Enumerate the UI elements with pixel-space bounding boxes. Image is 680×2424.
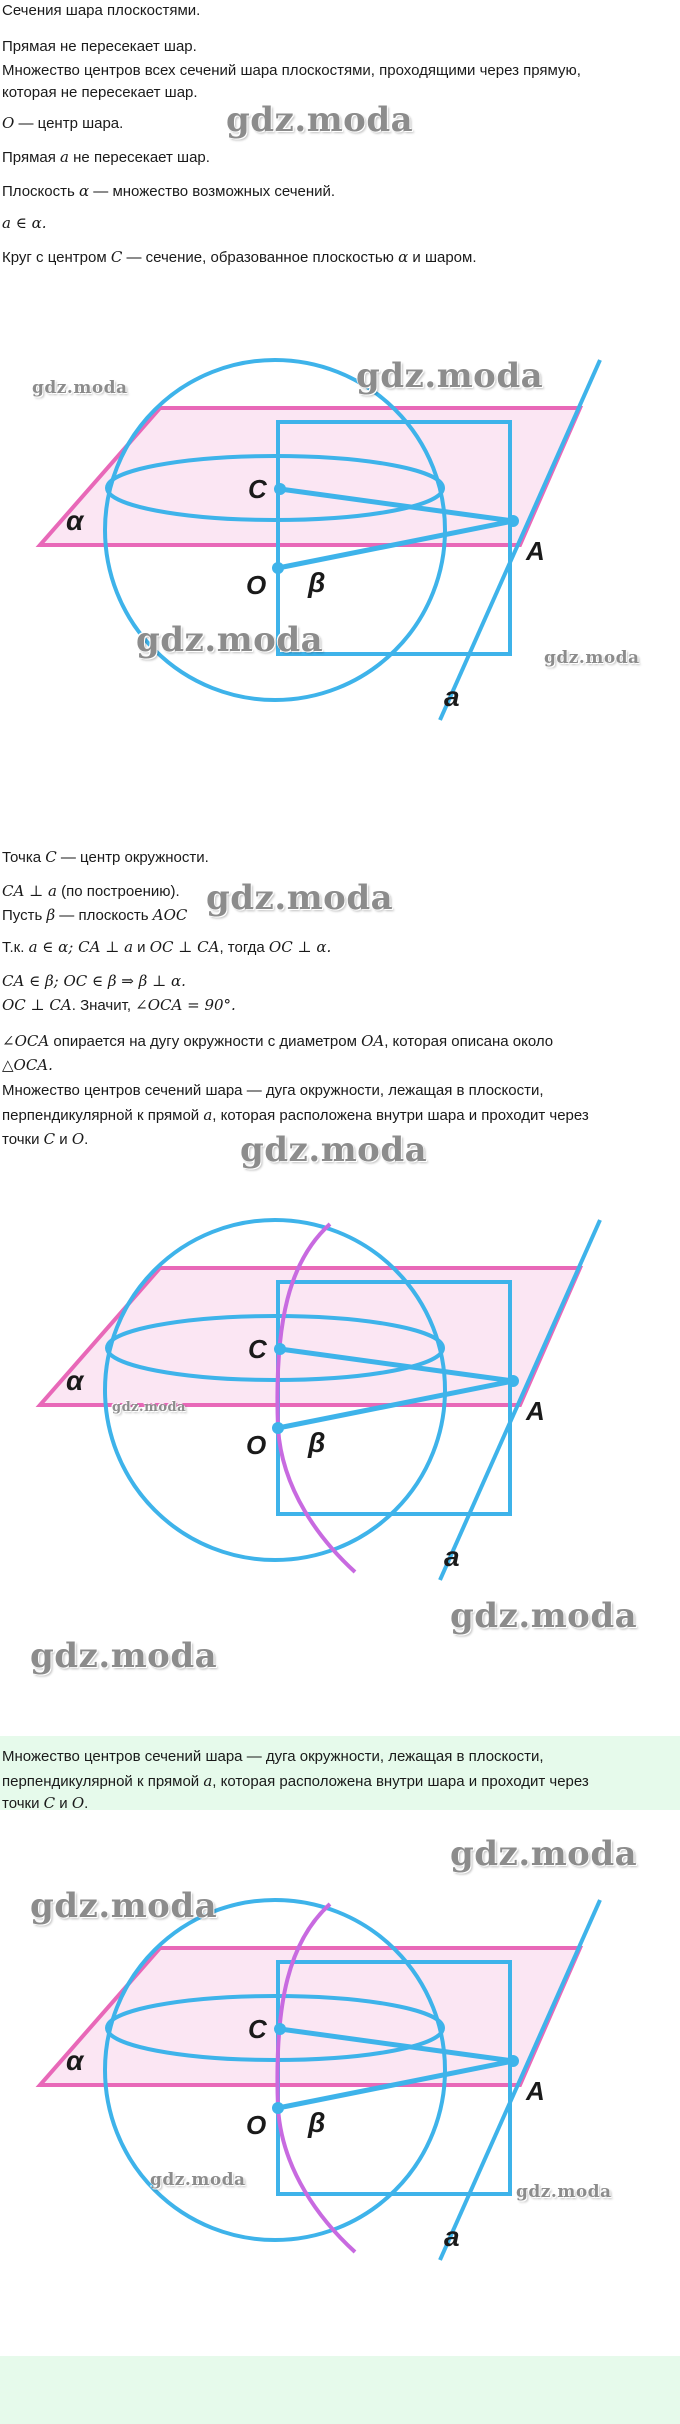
point-c [274, 483, 286, 495]
text-line: Прямая не пересекает шар. [2, 38, 197, 55]
text: перпендикулярной к прямой [2, 1107, 204, 1124]
label-c: C [248, 1334, 267, 1364]
text: Круг с центром [2, 249, 111, 266]
text: и [55, 1795, 72, 1812]
text: (по построению). [56, 883, 180, 900]
text: Прямая [2, 149, 61, 166]
text: не пересекает шар. [68, 149, 210, 166]
text: и [55, 1131, 72, 1148]
label-a: A [526, 1396, 545, 1426]
watermark: gdz.moda [150, 2170, 246, 2190]
watermark: gdz.moda [30, 1886, 218, 1926]
text: , которая описана около [384, 1033, 554, 1050]
point-c [274, 2023, 286, 2035]
label-beta: β [308, 2107, 326, 2138]
watermark: gdz.moda [112, 1400, 187, 1415]
text: опирается на дугу окружности с диаметром [49, 1033, 362, 1050]
text-line: Множество центров всех сечений шара плоскостями, проходящими через прямую, [2, 62, 581, 79]
text: точки [2, 1131, 44, 1148]
text-line [2, 1104, 589, 1127]
label-beta: β [308, 1427, 326, 1458]
watermark: gdz.moda [32, 378, 128, 398]
math: a [60, 148, 69, 166]
math: O [2, 114, 15, 132]
text: , которая расположена внутри шара и проходит через [212, 1107, 589, 1124]
label-alpha: α [66, 505, 84, 536]
watermark: gdz.moda [450, 1596, 638, 1636]
label-line-a: a [444, 1541, 460, 1572]
text: Т.к. [2, 939, 29, 956]
answer-line: Множество центров сечений шара — дуга окружности, лежащая в плоскости, [2, 1748, 544, 1765]
point-o [272, 2102, 284, 2114]
math: CA ⊥ a [2, 882, 57, 900]
label-a: A [526, 2076, 545, 2106]
math-line: a ∈ α. [2, 214, 47, 232]
text-line [2, 846, 209, 869]
watermark: gdz.moda [136, 620, 324, 660]
text-line [2, 880, 180, 903]
math: a ∈ α; CA ⊥ a [28, 938, 134, 956]
text-line [2, 180, 335, 203]
label-line-a: a [444, 681, 460, 712]
label-c: C [248, 474, 267, 504]
label-beta: β [308, 567, 326, 598]
answer-line [2, 1792, 88, 1815]
text-line: Множество центров сечений шара — дуга окружности, лежащая в плоскости, [2, 1082, 544, 1099]
text: и шаром. [408, 249, 477, 266]
math: AOC [152, 906, 188, 924]
math: a [203, 1106, 213, 1124]
text: — центр окружности. [56, 849, 209, 866]
label-o: O [246, 1430, 267, 1460]
watermark: gdz.moda [450, 1834, 638, 1874]
label-line-a: a [444, 2221, 460, 2252]
point-a [507, 2055, 519, 2067]
point-a [507, 1375, 519, 1387]
math: ∠OCA [2, 1032, 50, 1050]
math-line: CA ∈ β; OC ∈ β ⇒ β ⊥ α. [2, 972, 186, 990]
math: O [71, 1794, 85, 1812]
math-line: △OCA. [2, 1056, 53, 1074]
math: α [398, 248, 409, 266]
label-o: O [246, 2110, 267, 2140]
math: α [78, 182, 90, 200]
math: C [45, 848, 57, 866]
point-o [272, 562, 284, 574]
text: перпендикулярной к прямой [2, 1773, 204, 1790]
math: OC ⊥ CA [149, 938, 220, 956]
text: , которая расположена внутри шара и проходит через [212, 1773, 589, 1790]
answer-line [2, 1770, 589, 1793]
text: и [133, 939, 150, 956]
text-line [2, 246, 477, 269]
watermark: gdz.moda [226, 100, 414, 140]
text-line [2, 904, 187, 927]
text: Пусть [2, 907, 47, 924]
text: Точка [2, 849, 46, 866]
watermark: gdz.moda [30, 1636, 218, 1676]
text: — сечение, образованное плоскостью [122, 249, 399, 266]
text: точки [2, 1795, 44, 1812]
label-alpha: α [66, 1365, 84, 1396]
text-line [2, 1128, 88, 1151]
text-line [2, 146, 210, 169]
text: . [84, 1131, 89, 1148]
math: a [203, 1772, 213, 1790]
text: . [84, 1795, 89, 1812]
text-line [2, 112, 123, 135]
point-c [274, 1343, 286, 1355]
answer-box-bottom [0, 2356, 680, 2424]
label-alpha: α [66, 2045, 84, 2076]
math: C [43, 1794, 56, 1812]
math: OA [361, 1032, 385, 1050]
text: — множество возможных сечений. [89, 183, 336, 200]
math: C [43, 1130, 56, 1148]
watermark: gdz.moda [356, 356, 544, 396]
point-a [507, 515, 519, 527]
text-line: которая не пересекает шар. [2, 84, 198, 101]
math: OC ⊥ CA [2, 996, 72, 1014]
text: Плоскость [2, 183, 79, 200]
figure-1 [20, 340, 660, 740]
label-c: C [248, 2014, 267, 2044]
watermark: gdz.moda [544, 648, 640, 668]
point-o [272, 1422, 284, 1434]
text-line [2, 936, 331, 959]
watermark: gdz.moda [516, 2182, 612, 2202]
text: — центр шара. [14, 115, 124, 132]
text-line: Сечения шара плоскостями. [2, 2, 201, 19]
watermark: gdz.moda [206, 878, 394, 918]
math: O [71, 1130, 85, 1148]
math: C [110, 248, 123, 266]
text-line [2, 994, 236, 1017]
text-line [2, 1030, 553, 1053]
text: , тогда [219, 939, 269, 956]
watermark: gdz.moda [240, 1130, 428, 1170]
math: ∠OCA = 90°. [135, 996, 236, 1014]
text: . Значит, [71, 997, 136, 1014]
label-a: A [526, 536, 545, 566]
figure-3 [20, 1880, 660, 2280]
label-o: O [246, 570, 267, 600]
text: — плоскость [55, 907, 153, 924]
math: OC ⊥ α. [268, 938, 332, 956]
math: β [46, 906, 56, 924]
